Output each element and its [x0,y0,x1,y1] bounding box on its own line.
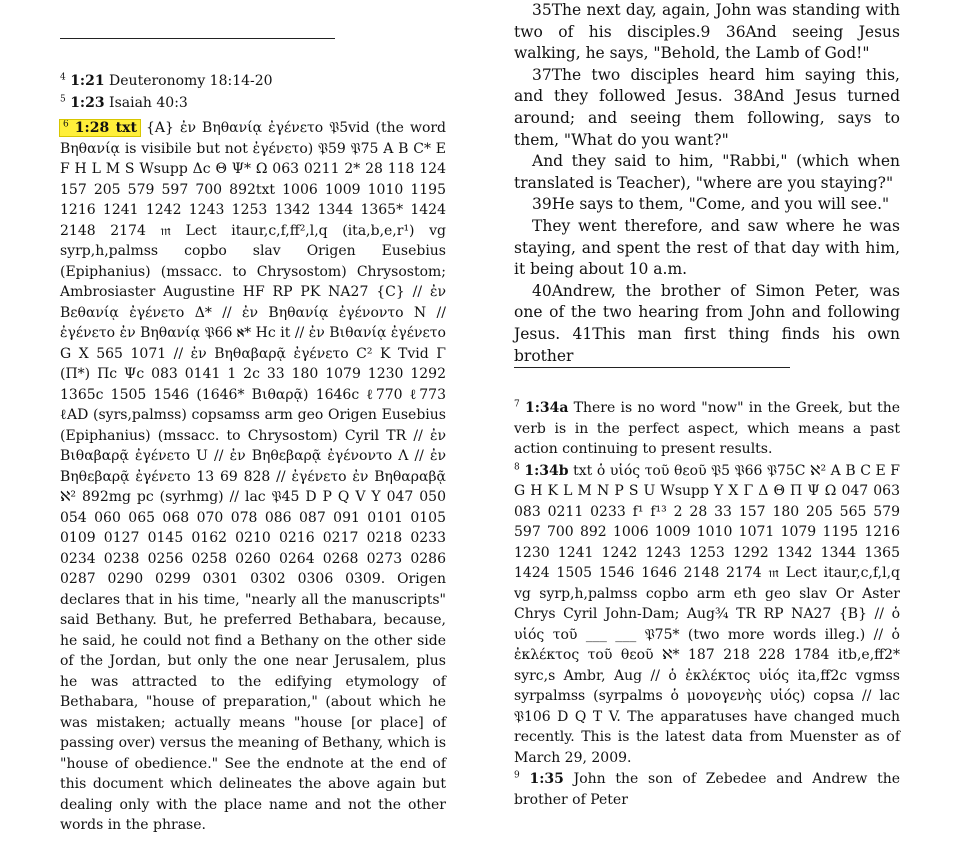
verse-ref: 1:23 [70,94,105,111]
footnote-number: 7 [514,399,520,410]
footnote-6 [60,118,446,836]
footnote-separator-left [60,38,335,39]
footnote-separator-right [514,367,790,368]
verse-ref: 1:35 [529,771,564,787]
paragraph: 35The next day, again, John was standing with two of his disciples.9 36And seeing Jesus walking, he says, "Behold, the Lamb of God!" [514,1,900,63]
footnote-text: Isaiah 40:3 [109,94,188,111]
footnote-8 [514,461,900,769]
footnote-7 [514,398,900,460]
left-footnotes [60,71,446,837]
footnote-5 [60,93,446,114]
paragraph: 39He says to them, "Come, and you will see." [532,195,890,214]
footnote-number: 6 [63,119,69,130]
footnote-text: Deuteronomy 18:14-20 [109,73,273,89]
footnote-number: 5 [60,93,66,104]
footnote-9 [514,769,900,810]
right-footnotes [514,398,900,811]
verse-ref: 1:34b [524,462,569,479]
paragraph: And they said to him, "Rabbi," (which when translated is Teacher), "where are you staying?" [514,152,900,192]
verse-ref: 1:34a [524,400,569,416]
footnote-number: 9 [514,770,520,781]
paragraph: 40Andrew, the brother of Simon Peter, was one of the two hearing from John and following Jesus. 41This man first thing finds his own brother [514,281,900,365]
footnote-number: 4 [60,72,66,83]
footnote-text: John the son of Zebedee and Andrew the brother of Peter [514,771,901,808]
paragraph: They went therefore, and saw where he was staying, and spent the rest of that day with him, it being about 10 a.m. [514,216,900,279]
verse-ref: 1:28 txt [74,120,137,136]
footnote-text: There is no word "now" in the Greek, but the verb is in the perfect aspect, which means a past action continuing to present results. [514,400,901,457]
paragraph: 37The two disciples heard him saying this, and they followed Jesus. 38And Jesus turned around; and seeing them following, says to them, "What do you want?" [514,65,900,149]
verse-ref: 1:21 [70,73,105,89]
footnote-number: 8 [514,461,520,472]
footnote-text: {A} ἐν Βηθανίᾳ ἐγένετο 𝔓5vid (the word Βηθανίᾳ is visibile but not ἐγένετο) 𝔓59 𝔓75 A B C* E F H L M S Wsupp Δc Θ Ψ* Ω 063 0211 2* 28 118 124 157 205 579 597 700 892txt 1006 1009 1010 1195 1216 1241 1242 1243 1253 1342 1344 1365* 1424 2148 2174 𝔪 Lect itaur,c,f,ff²,l,q (ita,b,e,r¹) vg syrp,h,palmss copbo slav Origen Eusebius (Epiphanius) (mssacc. to Chrysostom) Chrysostom; Ambrosiaster Augustine HF RP PK NA27 {C} // ἐν Βεθανίᾳ ἐγένετο Δ* // ἐν Βηθανίᾳ ἐγένοντο N // ἐγένετο ἐν Βηθανίᾳ 𝔓66 ℵ* Hc it // ἐν Βιθανίᾳ ἐγένετο G X 565 1071 // ἐν Βηθαβαρᾷ ἐγένετο C² K Tvid Γ (Π*) Πc Ψc 083 0141 1 2c 33 180 1079 1230 1292 1365c 1505 1546 (1646* Βιθαρᾷ) 1646c ℓ770 ℓ773 ℓAD (syrs,palmss) copsamss arm geo Origen Eusebius (Epiphanius) (mssacc. to Chrysostom) Cyril TR // ἐν Βιθαβαρᾷ ἐγένετο U // ἐν Βηθεβαρᾷ ἐγένοντο Λ // ἐν Βηθεβαρᾷ ἐγένετο 13 69 828 // ἐγένετο ἐν Βηθαραβᾷ ℵ² 892mg pc (syrhmg) // lac 𝔓45 D P Q V Y 047 050 054 060 065 068 070 078 086 087 091 0101 0105 0109 0127 0145 0162 0210 0216 0217 0218 0233 0234 0238 0256 0258 0260 0264 0268 0273 0286 0287 0290 0299 0301 0302 0306 0309. Origen declares that in his time, "nearly all the manuscripts" said Bethany. But, he preferred Bethabara, because, he said, he could not find a Bethany on the other side of the Jordan, but only the one near Jerusalem, plus he was attracted to the edifying etymology of Bethabara, "house of preparation," (about which he was mistaken; actually means "house [or place] of passing over) versus the meaning of Bethany, which is "house of obedience." See the endnote at the end of this document which delineates the above again but dealing only with the place name and not the other words in the phrase. [60,120,447,833]
highlighted-footnote-label[interactable] [60,120,140,136]
footnote-text: txt ὁ υἱός τοῦ θεοῦ 𝔓5 𝔓66 𝔓75C ℵ² A B C E F G H K L M N P S U Wsupp Y Χ Γ Δ Θ Π Ψ Ω 047 063 083 0211 0233 f¹ f¹³ 2 28 33 157 180 205 565 579 597 700 892 1006 1009 1010 1071 1079 1195 1216 1230 1241 1242 1243 1253 1292 1342 1344 1365 1424 1505 1546 1646 2148 2174 𝔪 Lect itaur,c,f,l,q vg syrp,h,palmss copbo arm eth geo slav Or Aster Chrys Cyril John-Dam; Aug¾ TR RP NA27 {B} // ὁ υἱός τοῦ ___ ___ 𝔓75* (two more words illeg.) // ὁ ἐκλέκτος τοῦ θεοῦ ℵ* 187 218 228 1784 itb,e,ff2* syrc,s Ambr, Aug // ὁ ἐκλέκτος υἱός ita,ff2c vgmss syrpalmss (syrpalms ὁ μονογενὴς υἱός) copsa // lac 𝔓106 D Q T V. The apparatuses have changed much recently. This is the latest data from Muenster as of March 29, 2009. [514,462,901,766]
footnote-4 [60,71,446,92]
scripture-text [514,0,900,367]
